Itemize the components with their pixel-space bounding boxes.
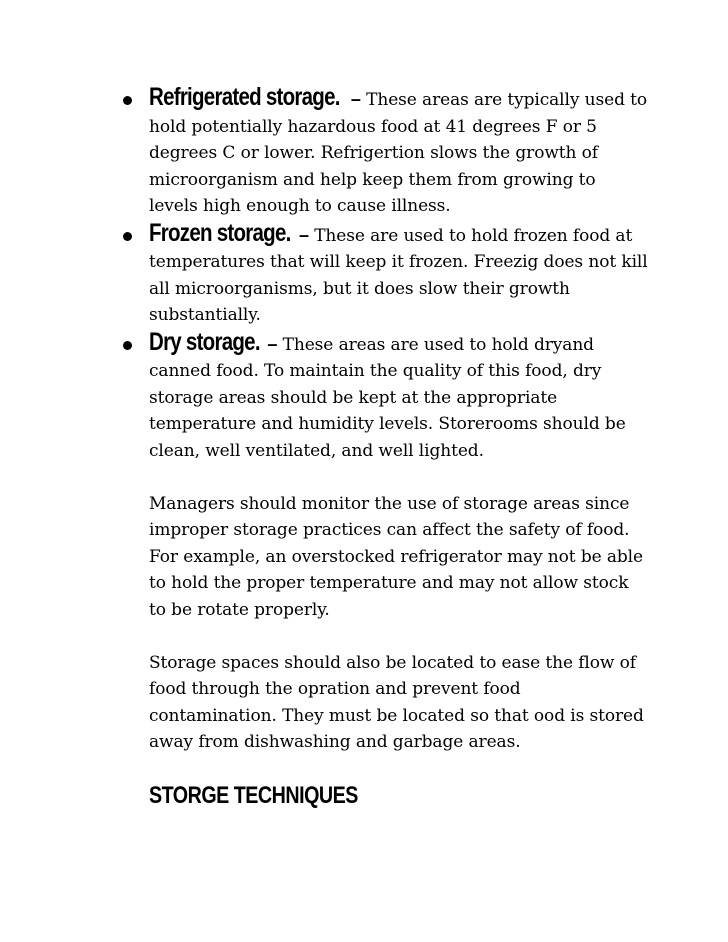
bullet-text: These areas are typically used to hold potentially hazardous food at 41 degrees F or 5 degrees C or lower. Refrigertion slows the growth of microorganism and help keep them from growing to levels high enough to cause illness. [149, 90, 648, 216]
bullet-dash: – [267, 333, 278, 354]
bullet-text: These are used to hold frozen food at temperatures that will keep it frozen. Freezig does not kill all microorganisms, but it does slow their growth substantially. [149, 225, 648, 325]
bullet-icon [123, 96, 132, 105]
bullet-icon [123, 232, 132, 241]
bullet-icon [123, 341, 132, 350]
bullet-dry-storage [149, 329, 649, 465]
bullet-dash: – [350, 89, 361, 109]
paragraph-storage-spaces: Storage spaces should also be located to ease the flow of food through the opration and prevent food contamination. They must be located so that ood is stored away from dishwashing and garbage areas. [149, 652, 644, 752]
bullet-text: These areas are used to hold dryand canned food. To maintain the quality of this food, dry storage areas should be kept at the appropriate temperature and humidity levels. Storerooms should be clean, well ventilated, and well lighted. [149, 334, 626, 461]
section-heading: STORGE TECHNIQUES [149, 781, 358, 809]
bullet-term: Frozen storage. [149, 218, 291, 247]
bullet-dash: – [298, 224, 309, 245]
bullet-frozen-storage [149, 220, 649, 329]
bullet-refrigerated-storage [149, 84, 649, 220]
bullet-term: Dry storage. [149, 327, 260, 356]
paragraph-managers: Managers should monitor the use of storage areas since improper storage practices can affect the safety of food. For example, an overstocked refrigerator may not be able to hold the proper temperature and may not allow stock to be rotate properly. [149, 493, 643, 620]
document-body [149, 84, 649, 810]
bullet-term: Refrigerated storage. [149, 83, 340, 111]
